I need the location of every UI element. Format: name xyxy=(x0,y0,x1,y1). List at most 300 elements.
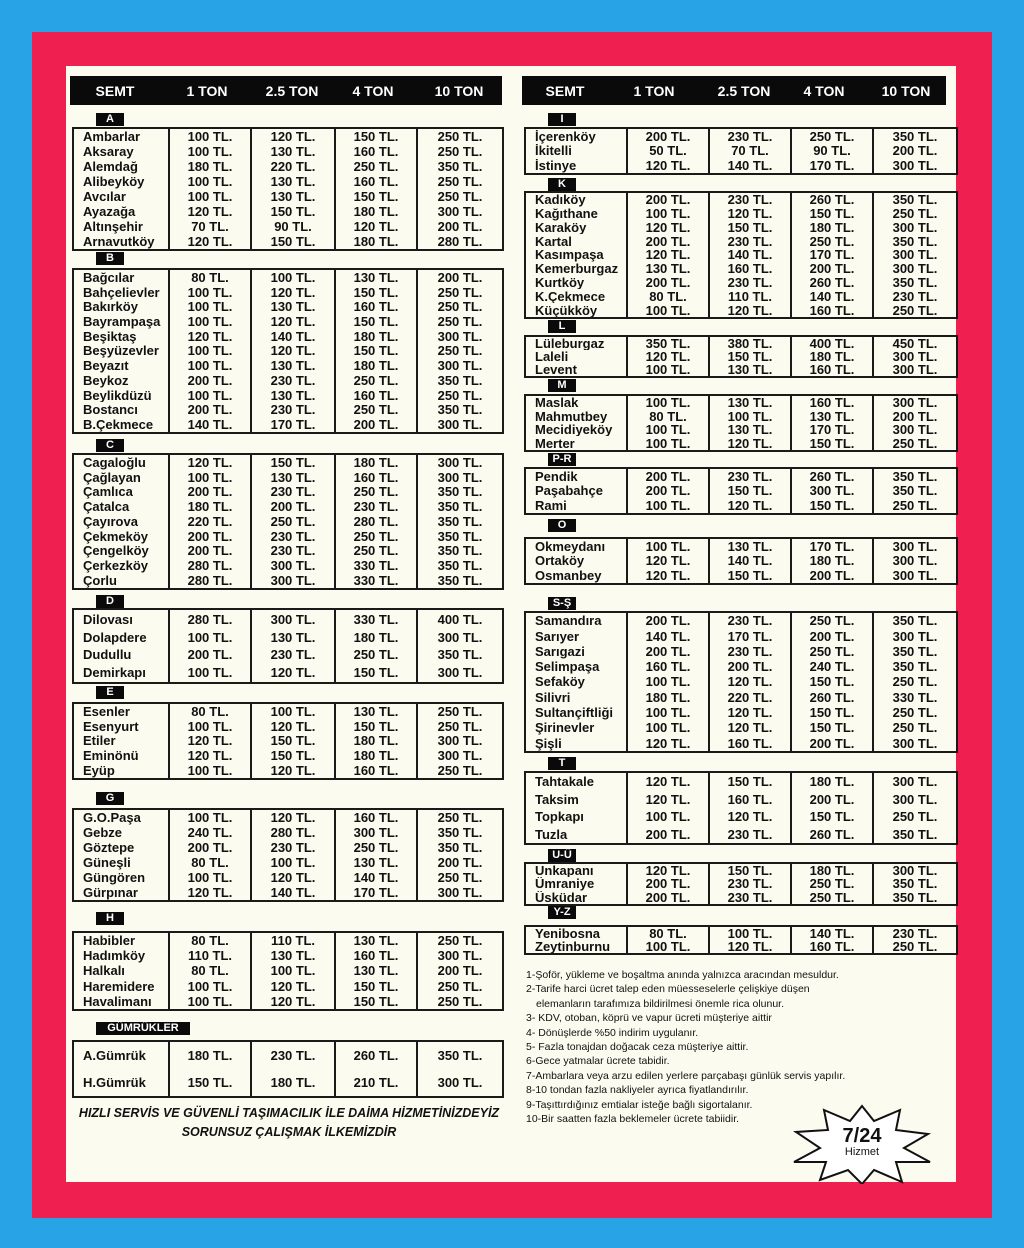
price-cell: 150 TL. xyxy=(169,1069,251,1097)
price-cell: 180 TL. xyxy=(627,690,709,705)
price-cell: 350 TL. xyxy=(417,159,503,174)
district-name: Kartal xyxy=(535,234,572,249)
price-cell: 230 TL. xyxy=(873,289,957,303)
price-cell: 250 TL. xyxy=(335,529,417,544)
price-cell: 230 TL. xyxy=(873,926,957,940)
price-cell: 180 TL. xyxy=(169,499,251,514)
district-name: Pendik xyxy=(535,468,578,484)
price-cell: 350 TL. xyxy=(417,1041,503,1069)
price-cell: 210 TL. xyxy=(335,1069,417,1097)
price-table-left-3 xyxy=(72,608,504,684)
district-name: Çerkezköy xyxy=(83,558,149,574)
price-cell: 100 TL. xyxy=(627,808,709,825)
price-cell: 180 TL. xyxy=(791,772,873,791)
district-name: Üsküdar xyxy=(535,890,588,905)
table-row xyxy=(525,825,957,844)
district-name: Ortaköy xyxy=(535,553,585,569)
price-cell: 120 TL. xyxy=(709,720,791,735)
price-cell: 220 TL. xyxy=(709,690,791,705)
district-name: Yenibosna xyxy=(535,926,601,940)
price-cell: 300 TL. xyxy=(417,329,503,344)
price-cell: 140 TL. xyxy=(251,329,335,344)
price-cell: 200 TL. xyxy=(709,659,791,674)
district-name: Çağlayan xyxy=(83,469,141,485)
price-cell: 120 TL. xyxy=(627,791,709,808)
table-row xyxy=(73,358,503,373)
price-cell: 350 TL. xyxy=(417,558,503,573)
price-cell: 170 TL. xyxy=(709,628,791,643)
section-letter-left-5: G xyxy=(96,792,124,805)
price-table-right-8 xyxy=(524,862,958,906)
price-cell: 180 TL. xyxy=(335,329,417,344)
price-cell: 130 TL. xyxy=(335,269,417,285)
table-row xyxy=(73,855,503,870)
district-name: Beylikdüzü xyxy=(83,387,152,403)
price-cell: 230 TL. xyxy=(251,646,335,664)
header-10-ton: 10 TON xyxy=(434,83,484,99)
price-cell: 120 TL. xyxy=(251,994,335,1010)
table-row xyxy=(73,329,503,344)
table-row xyxy=(525,144,957,159)
price-cell: 100 TL. xyxy=(627,498,709,514)
price-cell: 200 TL. xyxy=(791,628,873,643)
district-name: Etiler xyxy=(83,733,116,749)
price-cell: 130 TL. xyxy=(709,363,791,377)
table-row xyxy=(525,248,957,262)
price-cell: 100 TL. xyxy=(627,395,709,410)
table-row xyxy=(73,344,503,359)
table-row xyxy=(73,763,503,779)
price-cell: 120 TL. xyxy=(627,735,709,752)
district-name: Mecidiyeköy xyxy=(535,422,613,437)
price-cell: 150 TL. xyxy=(709,772,791,791)
table-row xyxy=(73,885,503,901)
district-name: Hadımköy xyxy=(83,948,146,964)
price-cell: 230 TL. xyxy=(709,468,791,484)
price-cell: 150 TL. xyxy=(709,221,791,235)
price-table-left-4 xyxy=(72,702,504,780)
price-cell: 130 TL. xyxy=(251,144,335,159)
price-cell: 150 TL. xyxy=(709,350,791,363)
price-cell: 120 TL. xyxy=(169,748,251,763)
price-cell: 100 TL. xyxy=(627,705,709,720)
district-name: Kemerburgaz xyxy=(535,261,619,276)
price-cell: 80 TL. xyxy=(627,410,709,423)
table-row xyxy=(73,269,503,285)
price-cell: 300 TL. xyxy=(873,568,957,584)
district-name: A.Gümrük xyxy=(83,1048,146,1063)
price-cell: 160 TL. xyxy=(709,262,791,276)
price-table-left-2 xyxy=(72,453,504,590)
price-cell: 230 TL. xyxy=(251,373,335,388)
district-name: B.Çekmece xyxy=(83,417,154,433)
district-name: Esenyurt xyxy=(83,718,139,734)
price-cell: 200 TL. xyxy=(873,410,957,423)
district-name: Aksaray xyxy=(83,144,134,160)
price-cell: 140 TL. xyxy=(791,289,873,303)
table-row xyxy=(525,720,957,735)
price-cell: 120 TL. xyxy=(627,248,709,262)
table-row xyxy=(73,646,503,664)
price-cell: 110 TL. xyxy=(251,932,335,948)
table-row xyxy=(73,189,503,204)
price-cell: 280 TL. xyxy=(251,825,335,840)
header-2-5-ton: 2.5 TON xyxy=(265,83,319,99)
table-row xyxy=(73,734,503,749)
table-row xyxy=(73,485,503,500)
price-cell: 250 TL. xyxy=(873,808,957,825)
price-cell: 250 TL. xyxy=(251,514,335,529)
price-cell: 230 TL. xyxy=(251,529,335,544)
price-cell: 200 TL. xyxy=(627,825,709,844)
table-row xyxy=(525,791,957,808)
district-name: Küçükköy xyxy=(535,303,598,318)
price-cell: 120 TL. xyxy=(627,568,709,584)
price-cell: 200 TL. xyxy=(873,144,957,159)
price-cell: 180 TL. xyxy=(791,350,873,363)
price-cell: 120 TL. xyxy=(169,234,251,250)
price-cell: 150 TL. xyxy=(791,808,873,825)
table-row xyxy=(73,285,503,300)
slogan xyxy=(70,1104,508,1142)
price-cell: 300 TL. xyxy=(873,772,957,791)
price-cell: 130 TL. xyxy=(335,855,417,870)
district-name: Dudullu xyxy=(83,647,132,663)
price-cell: 250 TL. xyxy=(417,144,503,159)
price-cell: 80 TL. xyxy=(169,703,251,719)
price-cell: 180 TL. xyxy=(791,863,873,877)
district-name: Demirkapı xyxy=(83,665,146,681)
table-row xyxy=(525,554,957,569)
badge-big-text: 7/24 xyxy=(842,1125,882,1147)
district-name: Arnavutköy xyxy=(83,233,155,249)
price-cell: 200 TL. xyxy=(627,192,709,207)
price-cell: 300 TL. xyxy=(873,248,957,262)
price-cell: 120 TL. xyxy=(169,885,251,901)
price-cell: 80 TL. xyxy=(169,932,251,948)
price-cell: 350 TL. xyxy=(873,484,957,499)
price-cell: 260 TL. xyxy=(791,690,873,705)
table-row xyxy=(525,303,957,318)
table-row xyxy=(73,948,503,963)
price-cell: 120 TL. xyxy=(709,436,791,451)
price-cell: 140 TL. xyxy=(709,248,791,262)
note-line: 1-Şoför, yükleme ve boşaltma anında yalnızca aracından mesuldur. xyxy=(526,969,839,981)
note-line: 6-Gece yatmalar ücrete tabidir. xyxy=(526,1055,670,1068)
district-name: Bostancı xyxy=(83,402,138,418)
table-row xyxy=(73,573,503,589)
price-table-left-6 xyxy=(72,931,504,1011)
district-name: Sultançiftliği xyxy=(535,705,613,721)
price-cell: 300 TL. xyxy=(873,262,957,276)
district-name: Alibeyköy xyxy=(83,174,145,189)
price-cell: 100 TL. xyxy=(169,388,251,403)
price-cell: 300 TL. xyxy=(873,538,957,554)
district-name: Kağıthane xyxy=(535,206,598,221)
table-row xyxy=(73,609,503,628)
table-row xyxy=(73,234,503,250)
district-name: Osmanbey xyxy=(535,568,602,584)
price-cell: 230 TL. xyxy=(251,402,335,417)
section-letter-right-4: P-R xyxy=(548,453,576,466)
price-cell: 300 TL. xyxy=(251,609,335,628)
price-cell: 80 TL. xyxy=(169,269,251,285)
district-name: Çorlu xyxy=(83,573,117,588)
price-cell: 250 TL. xyxy=(873,303,957,318)
terms-notes xyxy=(526,968,946,1126)
district-name: Havalimanı xyxy=(83,993,152,1009)
price-cell: 260 TL. xyxy=(791,825,873,844)
price-cell: 300 TL. xyxy=(873,628,957,643)
price-cell: 250 TL. xyxy=(873,436,957,451)
price-cell: 300 TL. xyxy=(873,395,957,410)
price-cell: 280 TL. xyxy=(169,609,251,628)
price-cell: 100 TL. xyxy=(169,174,251,189)
price-cell: 100 TL. xyxy=(169,870,251,885)
price-cell: 150 TL. xyxy=(251,734,335,749)
price-cell: 130 TL. xyxy=(251,470,335,485)
price-cell: 200 TL. xyxy=(417,269,503,285)
slogan-line-1: HIZLI SERVİS VE GÜVENLİ TAŞIMACILIK İLE DAİMA HİZMETİNİZDEYİZ xyxy=(78,1106,500,1120)
price-cell: 180 TL. xyxy=(335,734,417,749)
price-cell: 160 TL. xyxy=(791,363,873,377)
district-name: Sarıyer xyxy=(535,628,580,644)
price-cell: 150 TL. xyxy=(251,748,335,763)
price-cell: 260 TL. xyxy=(791,192,873,207)
table-row xyxy=(73,373,503,388)
price-cell: 300 TL. xyxy=(335,825,417,840)
price-table-right-6 xyxy=(524,611,958,753)
table-row xyxy=(525,276,957,290)
price-cell: 160 TL. xyxy=(335,809,417,825)
price-cell: 250 TL. xyxy=(873,705,957,720)
table-row xyxy=(73,388,503,403)
price-cell: 170 TL. xyxy=(791,423,873,436)
price-cell: 150 TL. xyxy=(335,719,417,734)
price-cell: 300 TL. xyxy=(873,158,957,174)
district-name: Unkapanı xyxy=(535,863,594,878)
price-cell: 200 TL. xyxy=(627,484,709,499)
district-name: H.Gümrük xyxy=(83,1075,146,1090)
header-bar-left xyxy=(70,76,502,105)
district-name: Paşabahçe xyxy=(535,483,603,499)
table-row xyxy=(525,705,957,720)
district-name: Dolapdere xyxy=(83,629,147,645)
price-cell: 250 TL. xyxy=(791,644,873,659)
header-semt: SEMT xyxy=(545,83,585,99)
price-cell: 100 TL. xyxy=(169,719,251,734)
table-row xyxy=(525,395,957,410)
price-cell: 100 TL. xyxy=(627,940,709,954)
price-cell: 330 TL. xyxy=(873,690,957,705)
price-cell: 300 TL. xyxy=(417,1069,503,1097)
price-cell: 250 TL. xyxy=(417,388,503,403)
district-name: Tahtakale xyxy=(535,774,595,790)
district-name: Bayrampaşa xyxy=(83,314,161,329)
price-cell: 180 TL. xyxy=(169,159,251,174)
price-cell: 280 TL. xyxy=(169,573,251,589)
table-row xyxy=(73,470,503,485)
table-row xyxy=(525,234,957,248)
district-name: Kadıköy xyxy=(535,192,586,207)
price-cell: 100 TL. xyxy=(627,363,709,377)
price-cell: 130 TL. xyxy=(251,948,335,963)
note-line: 8-10 tondan fazla nakliyeler ayrıca fiyatlandırılır. xyxy=(526,1084,749,1097)
price-cell: 250 TL. xyxy=(873,498,957,514)
table-row xyxy=(525,468,957,484)
price-cell: 250 TL. xyxy=(791,128,873,144)
price-cell: 120 TL. xyxy=(251,870,335,885)
price-cell: 100 TL. xyxy=(709,926,791,940)
price-cell: 300 TL. xyxy=(417,628,503,646)
price-cell: 250 TL. xyxy=(417,703,503,719)
district-name: Beykoz xyxy=(83,373,129,388)
price-cell: 330 TL. xyxy=(335,573,417,589)
section-letter-right-3: M xyxy=(548,379,576,392)
price-cell: 250 TL. xyxy=(335,544,417,559)
price-cell: 300 TL. xyxy=(251,573,335,589)
price-cell: 110 TL. xyxy=(709,289,791,303)
price-cell: 130 TL. xyxy=(335,963,417,978)
district-name: Samandıra xyxy=(535,613,602,629)
note-line: 3- KDV, otoban, köprü ve vapur ücreti müşteriye aittir xyxy=(526,1012,772,1025)
table-row xyxy=(525,863,957,877)
price-cell: 100 TL. xyxy=(251,269,335,285)
price-cell: 200 TL. xyxy=(169,402,251,417)
price-cell: 260 TL. xyxy=(335,1041,417,1069)
table-row xyxy=(525,350,957,363)
section-letter-left-2: C xyxy=(96,439,124,452)
price-table-left-1 xyxy=(72,268,504,434)
price-cell: 150 TL. xyxy=(335,344,417,359)
price-cell: 230 TL. xyxy=(709,644,791,659)
table-row xyxy=(525,498,957,514)
price-cell: 250 TL. xyxy=(417,314,503,329)
price-cell: 130 TL. xyxy=(251,388,335,403)
price-cell: 50 TL. xyxy=(627,144,709,159)
district-name: Levent xyxy=(535,363,577,377)
price-cell: 350 TL. xyxy=(873,468,957,484)
price-cell: 350 TL. xyxy=(417,529,503,544)
section-letter-left-4: E xyxy=(96,686,124,699)
price-cell: 230 TL. xyxy=(709,612,791,628)
table-row xyxy=(525,877,957,890)
price-cell: 240 TL. xyxy=(791,659,873,674)
price-cell: 280 TL. xyxy=(169,558,251,573)
price-cell: 230 TL. xyxy=(709,192,791,207)
price-cell: 70 TL. xyxy=(169,219,251,234)
price-table-right-4 xyxy=(524,467,958,515)
price-cell: 200 TL. xyxy=(169,544,251,559)
price-cell: 200 TL. xyxy=(791,791,873,808)
price-cell: 110 TL. xyxy=(169,948,251,963)
table-row xyxy=(525,128,957,144)
header-2-5-ton: 2.5 TON xyxy=(717,83,771,99)
district-name: Beşiktaş xyxy=(83,328,137,344)
price-cell: 350 TL. xyxy=(873,825,957,844)
slogan-line-2: SORUNSUZ ÇALIŞMAK İLKEMİZDİR xyxy=(181,1125,397,1139)
price-cell: 350 TL. xyxy=(417,485,503,500)
price-cell: 100 TL. xyxy=(169,144,251,159)
price-cell: 180 TL. xyxy=(335,234,417,250)
price-cell: 250 TL. xyxy=(417,870,503,885)
price-cell: 300 TL. xyxy=(873,221,957,235)
district-name: Maslak xyxy=(535,395,579,410)
section-letter-right-0: I xyxy=(548,113,576,126)
district-name: Bağcılar xyxy=(83,269,135,285)
price-cell: 250 TL. xyxy=(417,719,503,734)
price-cell: 130 TL. xyxy=(627,262,709,276)
price-cell: 100 TL. xyxy=(627,538,709,554)
price-cell: 130 TL. xyxy=(791,410,873,423)
price-cell: 350 TL. xyxy=(873,877,957,890)
price-cell: 120 TL. xyxy=(251,285,335,300)
price-cell: 300 TL. xyxy=(417,748,503,763)
table-row xyxy=(73,809,503,825)
price-cell: 170 TL. xyxy=(791,538,873,554)
table-row xyxy=(73,454,503,470)
table-row xyxy=(73,963,503,978)
price-cell: 130 TL. xyxy=(251,628,335,646)
table-row xyxy=(73,840,503,855)
price-cell: 120 TL. xyxy=(709,808,791,825)
price-cell: 160 TL. xyxy=(791,940,873,954)
price-cell: 200 TL. xyxy=(627,128,709,144)
price-cell: 180 TL. xyxy=(335,454,417,470)
price-cell: 100 TL. xyxy=(251,855,335,870)
price-cell: 230 TL. xyxy=(709,128,791,144)
price-cell: 130 TL. xyxy=(709,538,791,554)
price-cell: 350 TL. xyxy=(873,276,957,290)
price-cell: 100 TL. xyxy=(169,628,251,646)
note-line: 5- Fazla tonajdan doğacak ceza müşteriye aittir. xyxy=(526,1041,749,1054)
price-cell: 100 TL. xyxy=(169,128,251,144)
price-cell: 120 TL. xyxy=(251,344,335,359)
table-row xyxy=(525,158,957,174)
price-cell: 120 TL. xyxy=(709,674,791,689)
price-cell: 100 TL. xyxy=(627,423,709,436)
district-name: Alemdağ xyxy=(83,159,138,175)
district-name: Sefaköy xyxy=(535,674,585,690)
price-cell: 200 TL. xyxy=(627,276,709,290)
district-name: Halkalı xyxy=(83,963,125,979)
price-cell: 450 TL. xyxy=(873,336,957,350)
district-name: Topkapı xyxy=(535,809,584,825)
price-table-left-0 xyxy=(72,127,504,251)
price-cell: 330 TL. xyxy=(335,558,417,573)
price-cell: 250 TL. xyxy=(417,300,503,315)
section-letter-right-1: K xyxy=(548,178,576,191)
table-row xyxy=(525,436,957,451)
price-cell: 350 TL. xyxy=(417,373,503,388)
note-line: 4- Dönüşlerde %50 indirim uygulanır. xyxy=(526,1026,699,1039)
table-row xyxy=(73,514,503,529)
price-table-right-3 xyxy=(524,394,958,452)
district-name: Gürpınar xyxy=(83,884,138,900)
price-cell: 250 TL. xyxy=(335,373,417,388)
table-row xyxy=(73,703,503,719)
price-cell: 250 TL. xyxy=(417,174,503,189)
district-name: Şirinevler xyxy=(535,720,595,736)
price-cell: 350 TL. xyxy=(417,573,503,589)
district-name: İçerenköy xyxy=(535,128,596,144)
price-cell: 180 TL. xyxy=(169,1041,251,1069)
price-cell: 120 TL. xyxy=(335,219,417,234)
district-name: Karaköy xyxy=(535,220,587,235)
price-cell: 300 TL. xyxy=(417,734,503,749)
price-cell: 100 TL. xyxy=(251,963,335,978)
district-name: Kasımpaşa xyxy=(535,248,604,262)
